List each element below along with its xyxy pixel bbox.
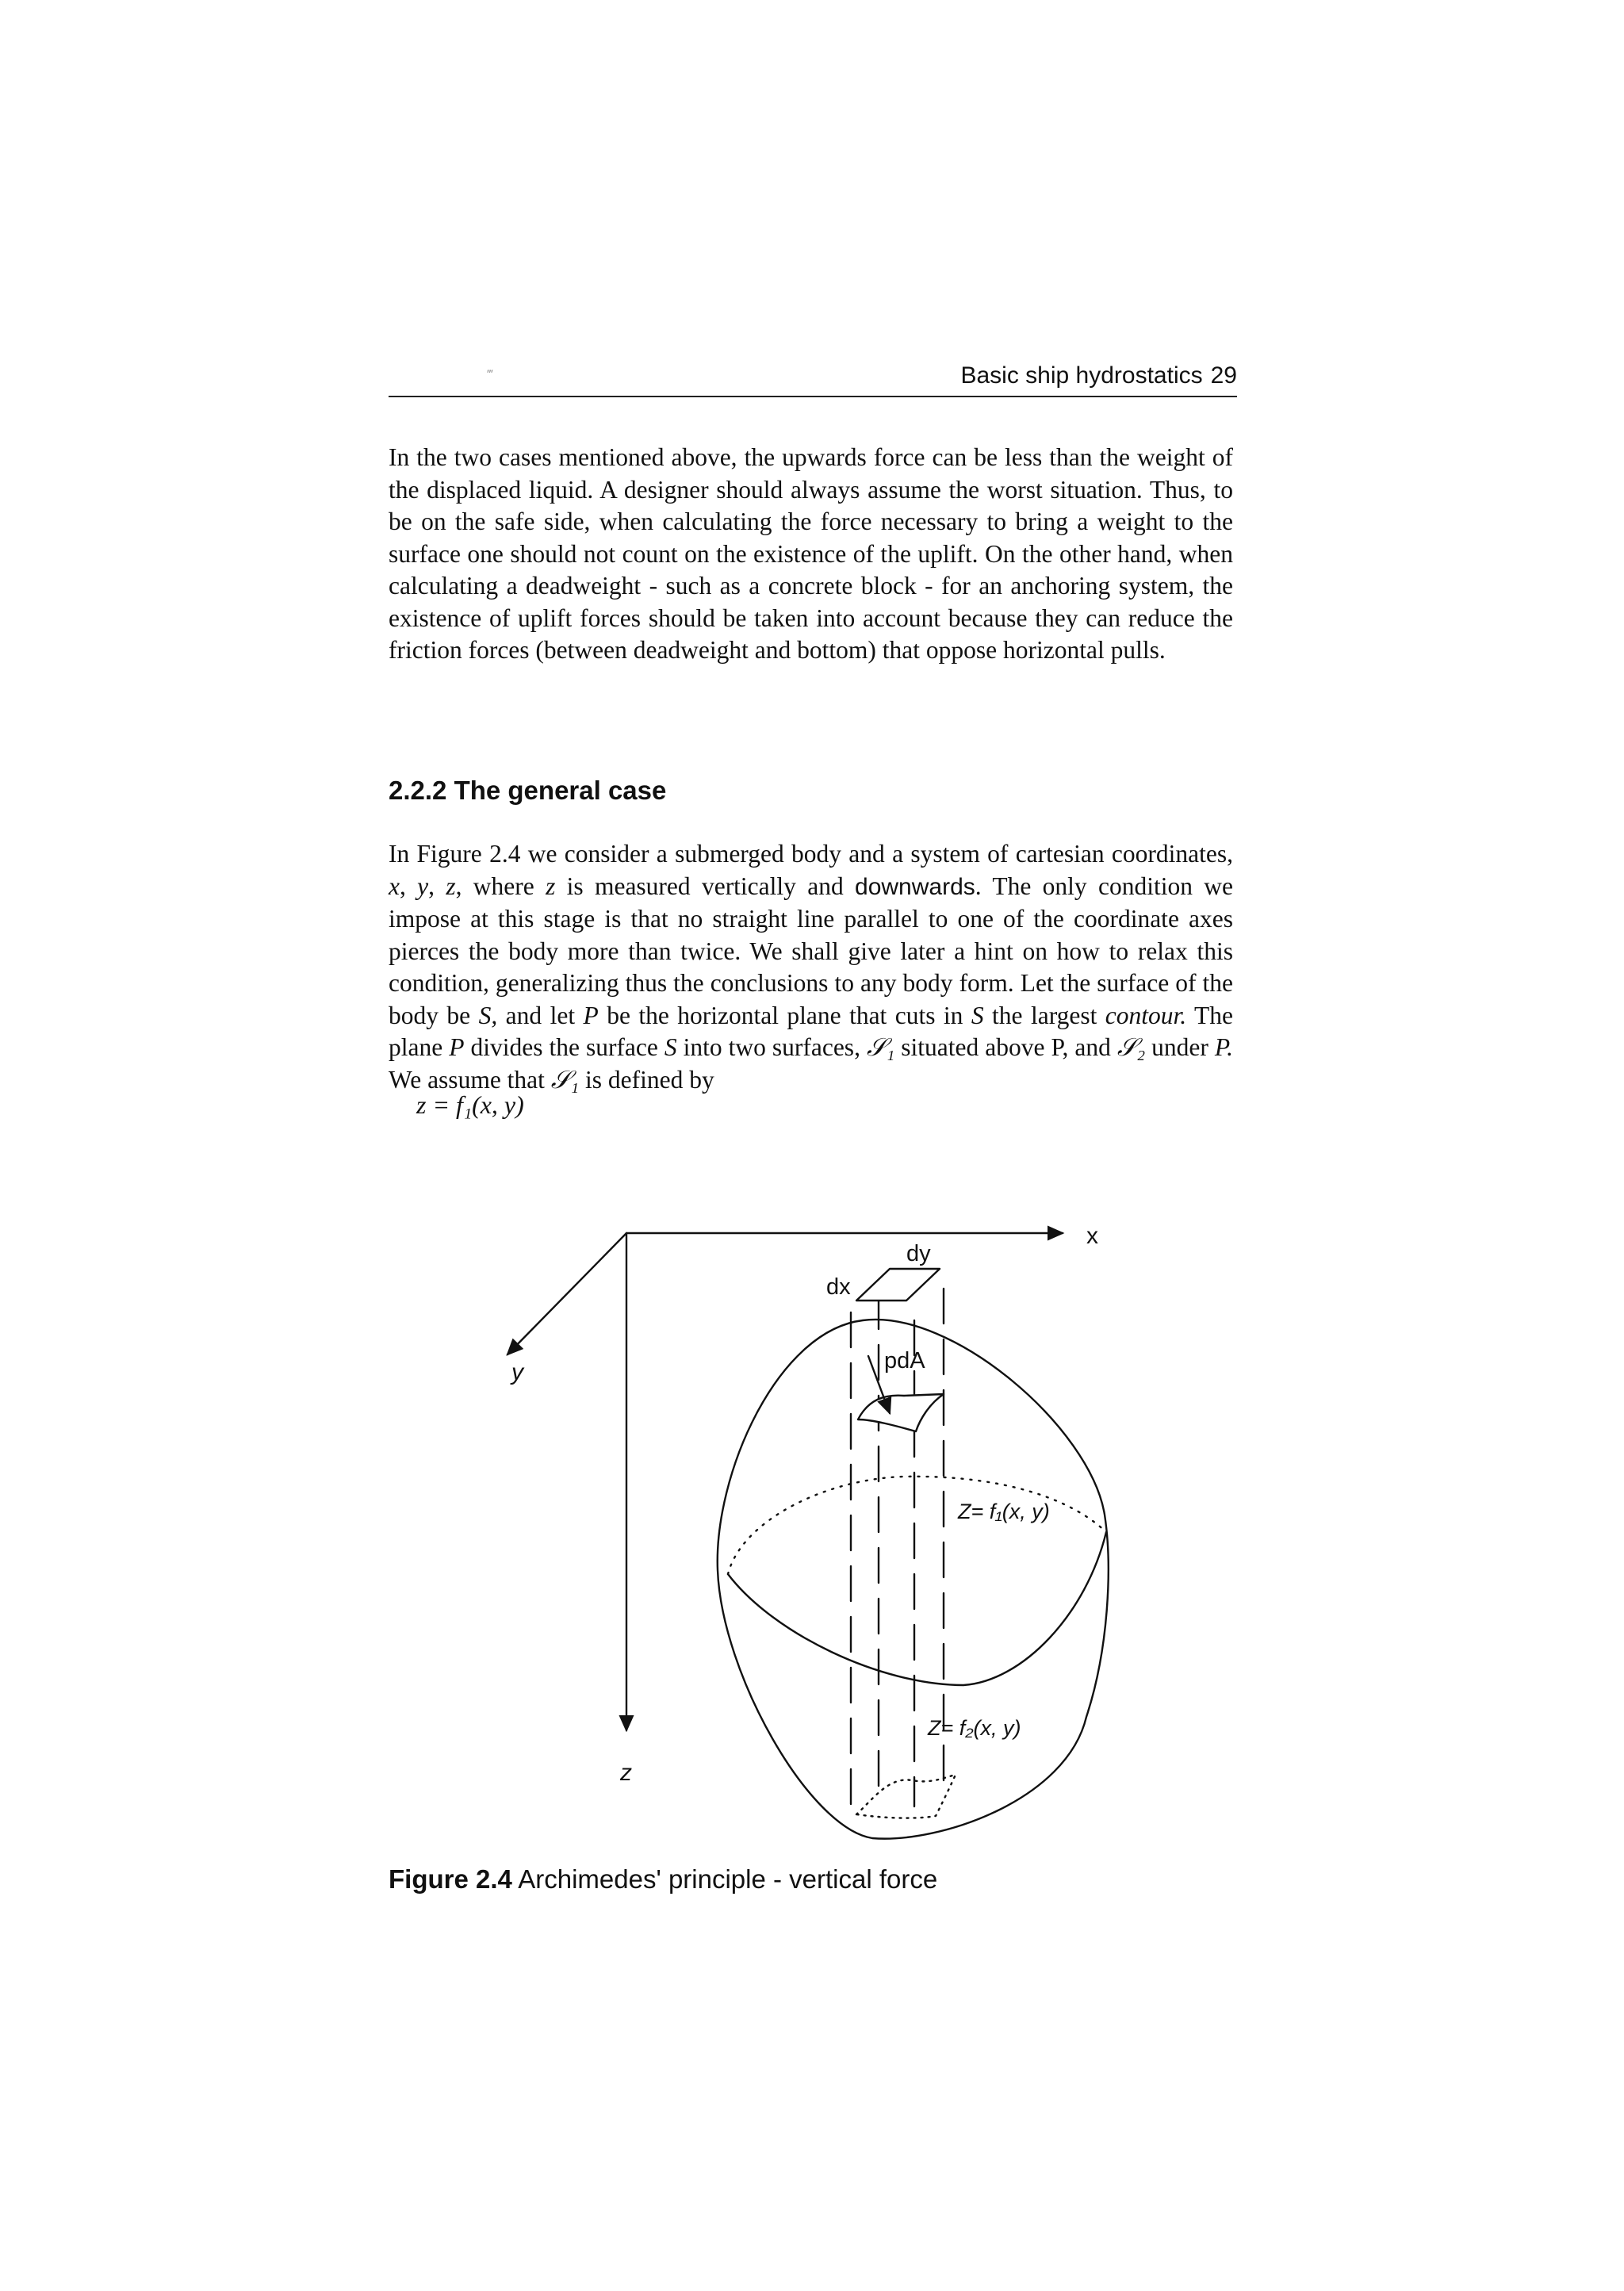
text-run: . The only condition we impose at this stage is that no straight line parallel to one of the coordinate axes pierces the body more than twice. We shall give later a hint on how to relax this condition, generalizing thus the conclusions to any body form. Let the surface of the body be (389, 872, 1234, 1029)
paragraph-general-case: In Figure 2.4 we consider a submerged body and a system of cartesian coordinates, x, y, z, where z is measured vertically and downwards. The only condition we impose at this stage is that no straight line parallel to one of the coordinate axes pierces the body more than twice. We shall give later a hint on how to relax this condition, generalizing thus the conclusions to any body form. Let the surface of the body be S, and let P be the horizontal plane that cuts in S the largest contour. The plane P divides the surface S into two surfaces, 𝒮₁ situated above P, and 𝒮₂ under P. We assume that 𝒮₁ is defined by (389, 840, 1234, 1094)
pdA-label: pdA (884, 1348, 925, 1373)
caption-text: Archimedes' principle - vertical force (511, 1864, 938, 1894)
z-axis-label: z (620, 1760, 632, 1786)
equation-z-f1: z = f₁(x, y) (416, 1090, 524, 1119)
var-P: P (583, 1001, 599, 1029)
section-heading: 2.2.2 The general case (389, 776, 667, 805)
text-run: is defined by (579, 1065, 714, 1094)
surface-element-upper (858, 1394, 944, 1431)
paragraph-uplift: In the two cases mentioned above, the upwards force can be less than the weight of the displaced liquid. A designer should always assume the worst situation. Thus, to be on the safe side, when calculating the force necessary to bring a weight to the surface one should not count on the existence of the uplift. On the other hand, when calculating a deadweight - such as a concrete block - for an anchoring system, the existence of uplift forces should be taken into account because they can reduce the friction forces (between deadweight and bottom) that oppose horizontal pulls. (389, 443, 1233, 664)
upper-surface-label: Z= f₁(x, y) (958, 1500, 1050, 1523)
word-downwards: downwards (855, 873, 975, 900)
var-S1: 𝒮₁ (550, 1065, 580, 1094)
text-run: where (462, 872, 546, 900)
var-z: z (446, 872, 456, 900)
var-S1: 𝒮₁ (866, 1033, 895, 1061)
y-axis-label: y (511, 1359, 523, 1385)
text-run: In Figure 2.4 we consider a submerged body and a system of cartesian coordinates, (389, 840, 1233, 868)
text-run: The plane (389, 1001, 1234, 1061)
var-S: S (971, 1001, 984, 1029)
figure-number: Figure 2.4 (389, 1864, 512, 1894)
lower-surface-label: Z= f₂(x, y) (928, 1716, 1021, 1740)
var-S2: 𝒮₂ (1116, 1033, 1146, 1061)
text-run: is measured vertically and (555, 872, 856, 900)
var-z: z (546, 872, 556, 900)
figure-caption (389, 1864, 937, 1894)
var-P: P. (1214, 1033, 1233, 1061)
running-title: Basic ship hydrostatics (960, 362, 1203, 389)
text-run: divides the surface (464, 1033, 665, 1061)
text-run: situated above P, and (894, 1033, 1117, 1061)
area-element-dxdy (856, 1269, 940, 1301)
var-P: P (449, 1033, 465, 1061)
corner-mark: ′″ (487, 367, 493, 380)
var-S: S (664, 1033, 677, 1061)
dy-label: dy (906, 1241, 931, 1266)
text-run: We assume that (389, 1065, 551, 1094)
text-run: the largest (983, 1001, 1105, 1029)
surface-element-lower (856, 1775, 956, 1818)
dx-label: dx (826, 1274, 851, 1300)
page-number: 29 (1210, 362, 1237, 389)
x-axis-label: x (1086, 1223, 1098, 1249)
text-run: under (1145, 1033, 1215, 1061)
contour-back (728, 1477, 1106, 1574)
text-run: be the horizontal plane that cuts in (598, 1001, 971, 1029)
var-S: S, (478, 1001, 498, 1029)
y-axis (508, 1233, 626, 1354)
var-x: x (389, 872, 400, 900)
word-contour: contour. (1105, 1001, 1187, 1029)
text-run: and let (497, 1001, 584, 1029)
contour-front (728, 1532, 1106, 1685)
text-run: into two surfaces, (676, 1033, 867, 1061)
var-y: y (417, 872, 429, 900)
